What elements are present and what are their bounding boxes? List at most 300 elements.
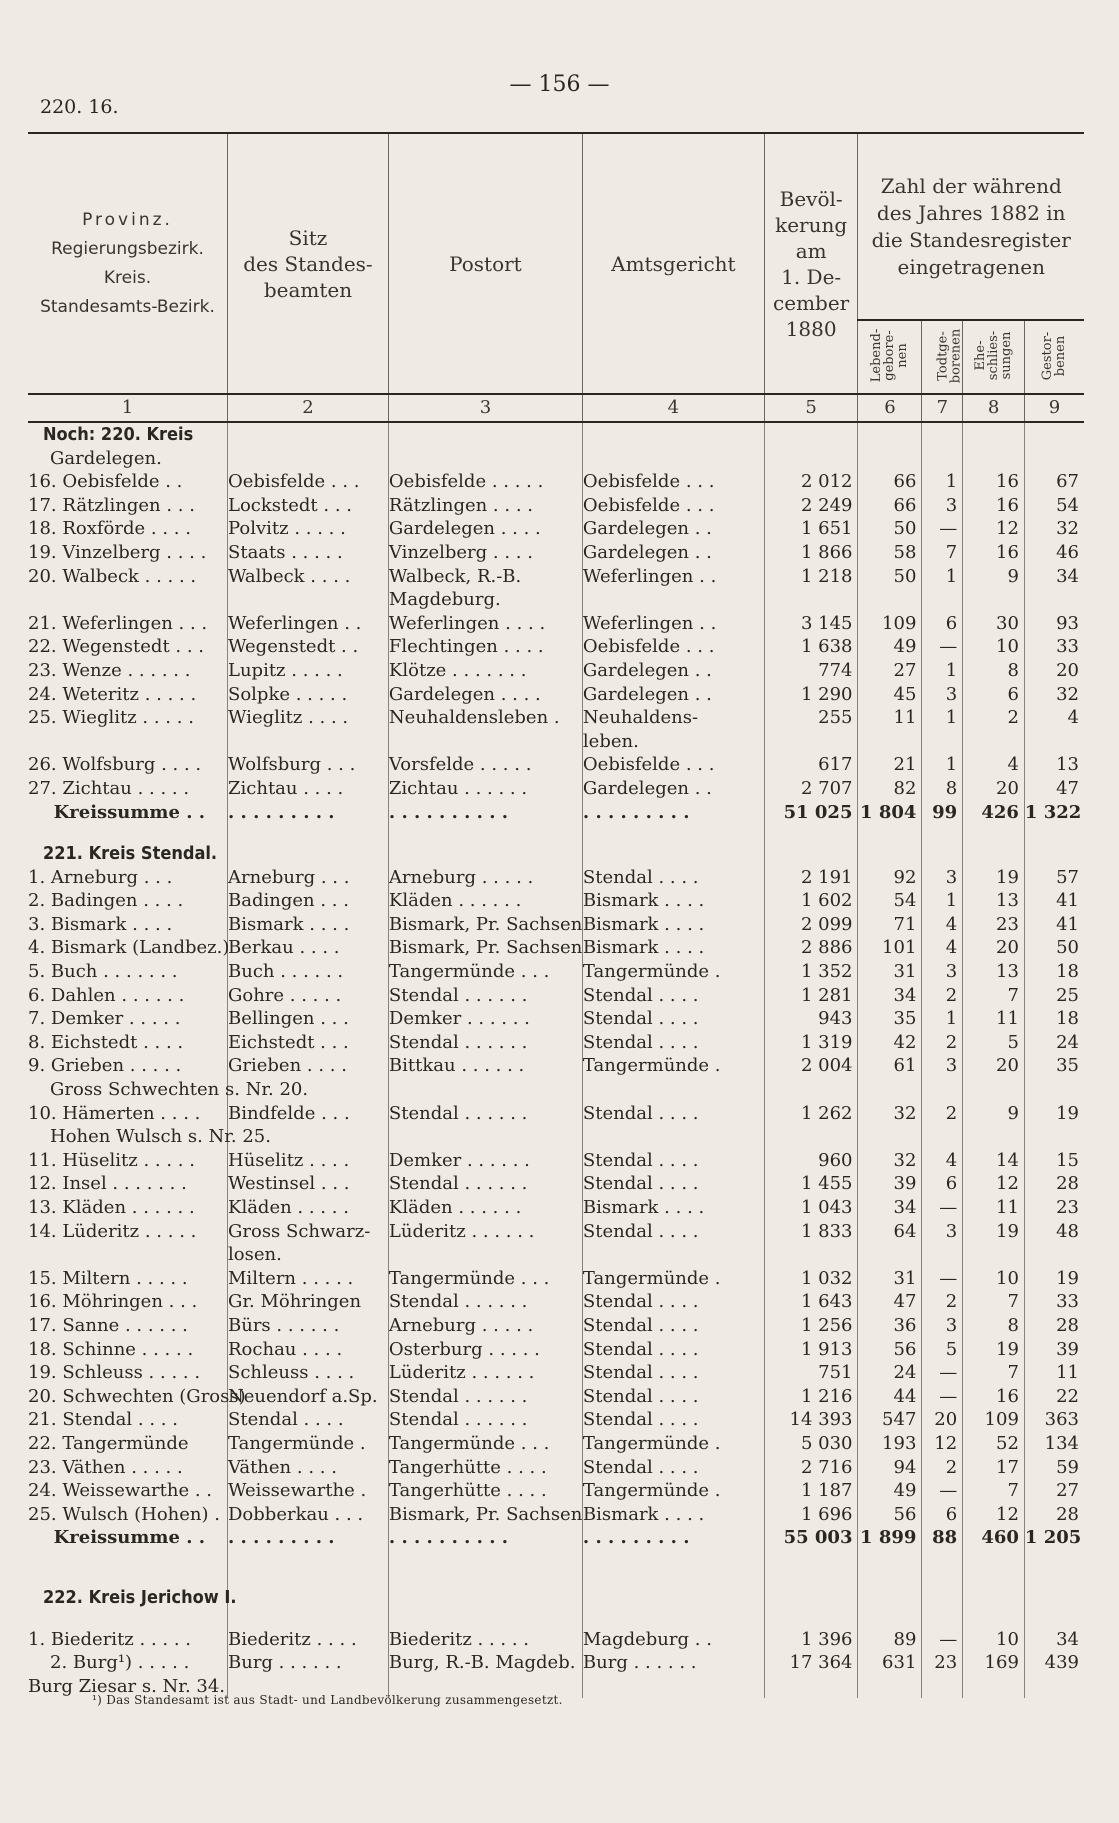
table-cell: [764, 1610, 858, 1628]
table-cell: 15. Miltern . . . . .: [28, 1267, 188, 1289]
table-cell: [388, 422, 582, 447]
table-row: [28, 801, 1084, 825]
table-cell: Walbeck, R.-B.: [388, 565, 582, 589]
table-cell: 12: [963, 1172, 1025, 1196]
table-cell: 9: [963, 565, 1025, 589]
table-cell: 24: [858, 1361, 922, 1385]
table-cell: [922, 1610, 963, 1628]
column-number: 1: [28, 394, 228, 422]
table-body: [28, 422, 1084, 1698]
table-cell: 774: [764, 659, 858, 683]
table-cell: [1024, 1675, 1084, 1699]
table-row: [28, 1172, 1084, 1196]
table-cell: Oebisfelde . . .: [582, 635, 764, 659]
table-cell: [582, 422, 764, 447]
table-row: [28, 777, 1084, 801]
column-number: 6: [858, 394, 922, 422]
table-row: [28, 659, 1084, 683]
table-row: [28, 1610, 1084, 1628]
table-cell: 23: [1024, 1196, 1084, 1220]
table-cell: —: [922, 1385, 963, 1409]
table-cell: 27: [1024, 1479, 1084, 1503]
table-cell: Bismark, Pr. Sachsen: [388, 937, 583, 959]
table-cell: 8. Eichstedt . . . .: [28, 1031, 184, 1053]
table-cell: Noch: 220. Kreis: [43, 424, 194, 445]
table-cell: 20. Walbeck . . . . .: [28, 565, 197, 587]
table-cell: Badingen . . .: [228, 889, 389, 913]
table-cell: 19: [1024, 1102, 1084, 1126]
table-cell: Bürs . . . . . .: [228, 1314, 389, 1338]
table-cell: Oebisfelde . . . . .: [388, 470, 582, 494]
column-number: 7: [922, 394, 963, 422]
table-cell: 12. Insel . . . . . . .: [28, 1173, 187, 1195]
table-cell: Bittkau . . . . . .: [388, 1054, 582, 1078]
table-cell: 6. Dahlen . . . . . .: [28, 984, 185, 1006]
table-cell: Magdeburg.: [388, 588, 582, 612]
table-cell: [582, 588, 764, 612]
table-row: [28, 889, 1084, 913]
table-row: [28, 1149, 1084, 1173]
table-cell: [228, 730, 389, 754]
table-cell: Stendal . . . .: [228, 1408, 389, 1432]
table-row: [28, 1267, 1084, 1291]
table-cell: Oebisfelde . . .: [582, 470, 764, 494]
table-cell: 35: [1024, 1054, 1084, 1078]
table-cell: 23. Wenze . . . . . .: [28, 659, 191, 681]
table-cell: 1 043: [764, 1196, 858, 1220]
table-cell: 32: [858, 1149, 922, 1173]
table-cell: 16: [963, 494, 1025, 518]
table-cell: 94: [858, 1456, 922, 1480]
table-cell: . . . . . . . . .: [228, 801, 389, 825]
table-row: [28, 842, 1084, 866]
table-cell: Neuendorf a.Sp.: [228, 1385, 389, 1409]
column-number: 8: [963, 394, 1025, 422]
table-cell: Lüderitz . . . . . .: [388, 1220, 582, 1244]
table-cell: 24. Weteritz . . . . .: [28, 683, 197, 705]
table-cell: [388, 842, 582, 866]
table-cell: [28, 824, 228, 842]
table-cell: 36: [858, 1314, 922, 1338]
table-cell: Gardelegen . .: [582, 517, 764, 541]
table-cell: 93: [1024, 612, 1084, 636]
table-row: [28, 541, 1084, 565]
table-cell: [963, 588, 1025, 612]
table-cell: 12: [963, 517, 1025, 541]
table-cell: . . . . . . . . . .: [388, 801, 582, 825]
table-cell: 18: [1024, 960, 1084, 984]
table-cell: 49: [858, 1479, 922, 1503]
table-cell: 8: [963, 659, 1025, 683]
table-cell: [582, 1568, 764, 1586]
table-cell: 631: [858, 1651, 922, 1675]
table-cell: 1 602: [764, 889, 858, 913]
table-row: [28, 1125, 1084, 1149]
header-registered-counts: Zahl der während des Jahres 1882 in die Standesregister eingetragenen: [858, 133, 1084, 320]
table-cell: Demker . . . . . .: [388, 1149, 582, 1173]
table-cell: 11: [1024, 1361, 1084, 1385]
table-cell: 3: [922, 683, 963, 707]
table-cell: . . . . . . . . .: [228, 1526, 389, 1550]
table-cell: 25. Wulsch (Hohen) .: [28, 1503, 220, 1525]
table-cell: [388, 730, 582, 754]
table-cell: [858, 1243, 922, 1267]
table-cell: 1 187: [764, 1479, 858, 1503]
table-cell: [858, 422, 922, 447]
table-cell: 25: [1024, 984, 1084, 1008]
table-cell: Stendal . . . .: [582, 1338, 764, 1362]
table-cell: Kreissumme . .: [53, 801, 205, 823]
table-cell: Gardelegen . .: [582, 541, 764, 565]
table-cell: 1 281: [764, 984, 858, 1008]
table-row: [28, 1503, 1084, 1527]
table-cell: 2: [922, 1290, 963, 1314]
table-row: [28, 588, 1084, 612]
table-cell: 1 216: [764, 1385, 858, 1409]
table-cell: Tangermünde .: [582, 1432, 764, 1456]
table-cell: Weissewarthe .: [228, 1479, 389, 1503]
table-cell: 32: [1024, 517, 1084, 541]
table-cell: Rochau . . . .: [228, 1338, 389, 1362]
table-cell: [1024, 1243, 1084, 1267]
table-cell: 8: [922, 777, 963, 801]
table-cell: [582, 842, 764, 866]
table-cell: [858, 1568, 922, 1586]
table-cell: Stendal . . . .: [582, 984, 764, 1008]
table-cell: Gardelegen . .: [582, 777, 764, 801]
table-cell: [1024, 1125, 1084, 1149]
table-cell: 20: [1024, 659, 1084, 683]
table-cell: 64: [858, 1220, 922, 1244]
table-cell: Stendal . . . .: [582, 1314, 764, 1338]
table-cell: [228, 842, 389, 866]
table-row: [28, 422, 1084, 447]
table-cell: Arneburg . . . . .: [388, 1314, 582, 1338]
table-cell: 1 638: [764, 635, 858, 659]
table-cell: [858, 588, 922, 612]
table-cell: [228, 422, 389, 447]
table-cell: [858, 1610, 922, 1628]
table-cell: Oebisfelde . . .: [582, 494, 764, 518]
table-row: [28, 824, 1084, 842]
table-row: [28, 1078, 1084, 1102]
table-cell: Oebisfelde . . .: [582, 753, 764, 777]
table-cell: 52: [963, 1432, 1025, 1456]
table-cell: 19: [963, 866, 1025, 890]
table-cell: Weferlingen . .: [582, 565, 764, 589]
table-cell: 19: [1024, 1267, 1084, 1291]
table-cell: [858, 842, 922, 866]
table-cell: 2 004: [764, 1054, 858, 1078]
table-cell: 44: [858, 1385, 922, 1409]
table-cell: [582, 1586, 764, 1610]
table-cell: Tangerhütte . . . .: [388, 1456, 582, 1480]
table-cell: 23: [922, 1651, 963, 1675]
table-row: [28, 984, 1084, 1008]
table-cell: —: [922, 517, 963, 541]
table-cell: [963, 1675, 1025, 1699]
table-row: [28, 866, 1084, 890]
table-cell: Tangermünde .: [582, 1267, 764, 1291]
table-row: [28, 1526, 1084, 1550]
table-cell: Stendal . . . .: [582, 1456, 764, 1480]
table-cell: 2 249: [764, 494, 858, 518]
table-cell: 89: [858, 1628, 922, 1652]
table-cell: losen.: [228, 1243, 389, 1267]
table-cell: Vorsfelde . . . . .: [388, 753, 582, 777]
table-cell: [388, 824, 582, 842]
table-cell: 33: [1024, 1290, 1084, 1314]
table-cell: 10: [963, 1267, 1025, 1291]
table-cell: Bismark, Pr. Sachsen: [388, 1503, 583, 1525]
table-cell: [922, 422, 963, 447]
table-cell: Stendal . . . .: [582, 1361, 764, 1385]
table-cell: 6: [922, 612, 963, 636]
table-cell: 16. Oebisfelde . .: [28, 471, 183, 493]
table-cell: 30: [963, 612, 1025, 636]
table-cell: [858, 824, 922, 842]
table-cell: 4: [922, 1149, 963, 1173]
table-cell: Bismark, Pr. Sachsen: [388, 913, 583, 935]
table-row: [28, 960, 1084, 984]
table-cell: 193: [858, 1432, 922, 1456]
table-cell: [388, 447, 582, 471]
table-cell: 9. Grieben . . . . .: [28, 1055, 182, 1077]
table-cell: Bismark . . . .: [228, 913, 389, 937]
header-stillbirths: Todtge- borenen: [922, 320, 963, 394]
table-cell: Berkau . . . .: [228, 936, 389, 960]
table-cell: Biederitz . . . .: [228, 1628, 389, 1652]
table-cell: 54: [858, 889, 922, 913]
table-cell: 13. Kläden . . . . . .: [28, 1197, 195, 1218]
table-cell: 134: [1024, 1432, 1084, 1456]
table-cell: 363: [1024, 1408, 1084, 1432]
table-cell: 1 262: [764, 1102, 858, 1126]
table-cell: 20: [963, 777, 1025, 801]
table-cell: 19: [963, 1338, 1025, 1362]
table-cell: 3: [922, 960, 963, 984]
table-row: [28, 1479, 1084, 1503]
table-cell: 66: [858, 494, 922, 518]
table-cell: [764, 1675, 858, 1699]
table-cell: Lüderitz . . . . . .: [388, 1361, 582, 1385]
table-cell: Wolfsburg . . .: [228, 753, 389, 777]
table-cell: [582, 1610, 764, 1628]
table-cell: [858, 1586, 922, 1610]
table-cell: [764, 588, 858, 612]
table-cell: Magdeburg . .: [582, 1628, 764, 1652]
table-cell: 46: [1024, 541, 1084, 565]
table-cell: [922, 1550, 963, 1568]
table-cell: [228, 1610, 389, 1628]
table-cell: 16. Möhringen . . .: [28, 1291, 198, 1313]
table-cell: [228, 1550, 389, 1568]
table-cell: 4. Bismark (Landbez.): [28, 937, 230, 959]
table-cell: 2: [922, 1102, 963, 1126]
table-cell: Polvitz . . . . .: [228, 517, 389, 541]
table-cell: Neuhaldens-: [582, 706, 764, 730]
table-cell: 1 256: [764, 1314, 858, 1338]
table-row: [28, 913, 1084, 937]
table-cell: 17: [963, 1456, 1025, 1480]
table-cell: Stendal . . . .: [582, 1220, 764, 1244]
table-row: [28, 1338, 1084, 1362]
table-row: [28, 1054, 1084, 1078]
table-cell: 27: [858, 659, 922, 683]
table-cell: Bismark . . . .: [582, 913, 764, 937]
table-cell: 22: [1024, 1385, 1084, 1409]
table-cell: Stendal . . . . . .: [388, 1031, 582, 1055]
table-cell: 45: [858, 683, 922, 707]
table-cell: [228, 824, 389, 842]
table-cell: 547: [858, 1408, 922, 1432]
table-cell: 18: [1024, 1007, 1084, 1031]
table-cell: 7. Demker . . . . .: [28, 1008, 181, 1030]
table-cell: 4: [922, 936, 963, 960]
table-cell: [922, 1568, 963, 1586]
table-cell: 11: [963, 1007, 1025, 1031]
table-cell: 10: [963, 635, 1025, 659]
table-cell: 20: [963, 936, 1025, 960]
table-cell: Buch . . . . . .: [228, 960, 389, 984]
table-cell: 26. Wolfsburg . . . .: [28, 754, 202, 776]
table-cell: Zichtau . . . .: [228, 777, 389, 801]
table-cell: [388, 1125, 582, 1149]
table-row: [28, 1361, 1084, 1385]
table-cell: Väthen . . . .: [228, 1456, 389, 1480]
table-cell: [1024, 1078, 1084, 1102]
table-cell: 2. Badingen . . . .: [28, 890, 184, 912]
table-cell: Tangermünde . . .: [388, 1267, 582, 1291]
table-cell: 4: [922, 913, 963, 937]
table-cell: Staats . . . . .: [228, 541, 389, 565]
table-cell: 92: [858, 866, 922, 890]
table-cell: [922, 1243, 963, 1267]
table-cell: 59: [1024, 1456, 1084, 1480]
table-cell: [28, 730, 228, 754]
table-row: [28, 494, 1084, 518]
table-cell: 222. Kreis Jerichow I.: [43, 1586, 237, 1608]
table-cell: Gardelegen.: [50, 447, 162, 469]
table-cell: 33: [1024, 635, 1084, 659]
table-cell: 1: [922, 753, 963, 777]
table-cell: Tangermünde . . .: [388, 960, 582, 984]
table-cell: 50: [858, 565, 922, 589]
table-row: [28, 517, 1084, 541]
table-cell: 16: [963, 470, 1025, 494]
table-cell: Kreissumme . .: [53, 1527, 205, 1549]
table-cell: Tangermünde . . .: [388, 1432, 582, 1456]
table-cell: Gardelegen . . . .: [388, 517, 582, 541]
table-cell: 57: [1024, 866, 1084, 890]
table-row: [28, 1550, 1084, 1568]
table-cell: 2. Burg¹) . . . . .: [50, 1652, 190, 1674]
table-cell: 34: [858, 1196, 922, 1220]
table-cell: 35: [858, 1007, 922, 1031]
table-cell: Tangerhütte . . . .: [388, 1479, 582, 1503]
table-row: [28, 1314, 1084, 1338]
table-cell: . . . . . . . . .: [582, 801, 764, 825]
table-cell: [963, 422, 1025, 447]
table-cell: 255: [764, 706, 858, 730]
table-cell: Kläden . . . . . .: [388, 889, 582, 913]
table-cell: 48: [1024, 1220, 1084, 1244]
table-cell: Dobberkau . . .: [228, 1503, 389, 1527]
table-cell: 9: [963, 1102, 1025, 1126]
header-marriages: Ehe- schlies- sungen: [963, 320, 1025, 394]
table-cell: [388, 1243, 582, 1267]
table-cell: Stendal . . . .: [582, 1031, 764, 1055]
table-cell: 5 030: [764, 1432, 858, 1456]
table-cell: 109: [963, 1408, 1025, 1432]
table-cell: [1024, 1586, 1084, 1610]
table-cell: Gardelegen . .: [582, 683, 764, 707]
table-cell: —: [922, 1267, 963, 1291]
table-cell: 41: [1024, 889, 1084, 913]
table-cell: 16: [963, 541, 1025, 565]
table-cell: [764, 730, 858, 754]
table-cell: 24. Weissewarthe . .: [28, 1480, 213, 1502]
table-cell: Bismark . . . .: [582, 1503, 764, 1527]
table-row: [28, 1651, 1084, 1675]
table-cell: [922, 824, 963, 842]
table-cell: [388, 1078, 582, 1102]
table-cell: 88: [922, 1526, 963, 1550]
table-cell: Stendal . . . .: [582, 1007, 764, 1031]
table-cell: Eichstedt . . .: [228, 1031, 389, 1055]
table-cell: 1 899: [858, 1526, 922, 1550]
table-cell: Kläden . . . . .: [228, 1196, 389, 1220]
table-cell: 11: [963, 1196, 1025, 1220]
table-cell: Zichtau . . . . . .: [388, 777, 582, 801]
table-cell: 49: [858, 635, 922, 659]
table-cell: Tangermünde .: [582, 1479, 764, 1503]
header-court: Amtsgericht: [582, 133, 764, 394]
table-cell: 13: [963, 960, 1025, 984]
table-cell: . . . . . . . . .: [582, 1526, 764, 1550]
table-cell: [1024, 588, 1084, 612]
table-cell: Stendal . . . .: [582, 1149, 764, 1173]
table-cell: [582, 1078, 764, 1102]
table-cell: 7: [922, 541, 963, 565]
table-cell: Stendal . . . .: [582, 866, 764, 890]
table-cell: [1024, 1550, 1084, 1568]
table-cell: [764, 1586, 858, 1610]
table-cell: —: [922, 1628, 963, 1652]
table-cell: [228, 447, 389, 471]
table-cell: 617: [764, 753, 858, 777]
table-cell: [963, 1550, 1025, 1568]
table-cell: Stendal . . . . . .: [388, 1385, 582, 1409]
table-cell: 943: [764, 1007, 858, 1031]
table-row: [28, 1031, 1084, 1055]
header-seat: Sitz des Standes- beamten: [228, 133, 389, 394]
statistics-table: [28, 132, 1084, 1698]
table-cell: Neuhaldensleben .: [388, 706, 582, 730]
table-cell: Oebisfelde . . .: [228, 470, 389, 494]
table-cell: Stendal . . . . . .: [388, 1290, 582, 1314]
table-row: [28, 1432, 1084, 1456]
column-number: 9: [1024, 394, 1084, 422]
table-cell: 42: [858, 1031, 922, 1055]
table-cell: 101: [858, 936, 922, 960]
table-cell: Gohre . . . . .: [228, 984, 389, 1008]
table-cell: [764, 1243, 858, 1267]
table-cell: Stendal . . . . . .: [388, 1408, 582, 1432]
table-cell: 10. Hämerten . . . .: [28, 1102, 201, 1124]
table-cell: 1: [922, 470, 963, 494]
table-cell: 1 396: [764, 1628, 858, 1652]
